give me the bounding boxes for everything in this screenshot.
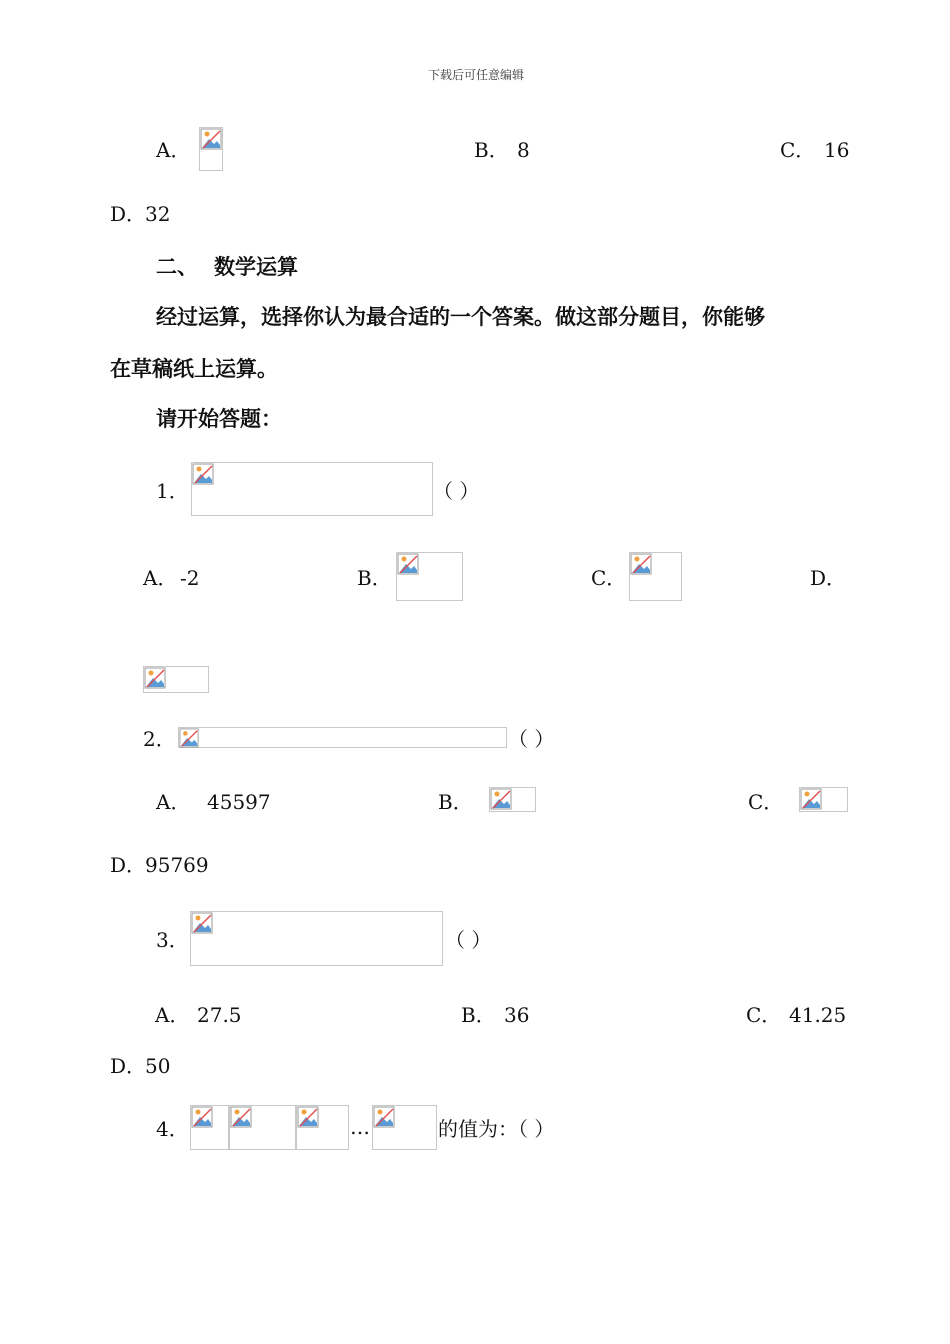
q1-option-d-image bbox=[143, 666, 209, 693]
q1-option-a-value: -2 bbox=[180, 566, 200, 590]
q4-term-image-2 bbox=[229, 1105, 296, 1150]
q3-option-b-label: B． bbox=[461, 1003, 496, 1027]
q1-answer-blank: （ ） bbox=[433, 479, 480, 503]
q0-option-a-label: A． bbox=[156, 138, 191, 162]
broken-image-icon bbox=[800, 788, 822, 810]
q4-ellipsis: … bbox=[350, 1115, 370, 1139]
broken-image-icon bbox=[490, 788, 512, 810]
q2-option-b-label: B． bbox=[438, 790, 473, 814]
broken-image-icon bbox=[397, 553, 419, 575]
q1-number: 1． bbox=[156, 479, 189, 503]
q0-option-b-label: B． bbox=[474, 138, 509, 162]
q3-answer-blank: （ ） bbox=[445, 928, 492, 952]
page-header: 下载后可任意编辑 bbox=[428, 68, 525, 82]
section-start: 请开始答题： bbox=[156, 407, 282, 431]
q2-formula-image bbox=[178, 727, 507, 748]
q1-option-d-label: D． bbox=[810, 566, 847, 590]
broken-image-icon bbox=[192, 463, 214, 485]
q2-answer-blank: （ ） bbox=[508, 727, 555, 751]
q2-option-c-image bbox=[799, 787, 848, 812]
q0-option-c-label: C． bbox=[780, 138, 816, 162]
q2-option-c-label: C． bbox=[748, 790, 784, 814]
q1-option-c-label: C． bbox=[591, 566, 627, 590]
q0-option-a-image bbox=[199, 127, 223, 171]
broken-image-icon bbox=[144, 667, 166, 689]
q3-formula-image bbox=[190, 911, 443, 966]
section-title: 数学运算 bbox=[214, 255, 298, 279]
q2-option-d-value: 95769 bbox=[145, 853, 209, 877]
section-intro-line1: 经过运算，选择你认为最合适的一个答案。做这部分题目，你能够 bbox=[156, 305, 765, 329]
q2-option-a-label: A． bbox=[156, 790, 191, 814]
section-number: 二、 bbox=[156, 255, 198, 279]
q1-option-a-label: A． bbox=[143, 566, 178, 590]
broken-image-icon bbox=[191, 912, 213, 934]
q2-number: 2． bbox=[143, 727, 176, 751]
section-intro-line2: 在草稿纸上运算。 bbox=[110, 357, 278, 381]
q1-option-c-image bbox=[629, 552, 682, 601]
q4-number: 4． bbox=[156, 1117, 189, 1141]
q0-option-d-value: 32 bbox=[145, 202, 171, 226]
q4-term-image-4 bbox=[372, 1105, 437, 1150]
q1-option-b-label: B． bbox=[357, 566, 392, 590]
q3-option-d-label: D． bbox=[110, 1054, 147, 1078]
q3-option-b-value: 36 bbox=[504, 1003, 530, 1027]
q4-term-image-3 bbox=[296, 1105, 349, 1150]
q3-number: 3． bbox=[156, 928, 189, 952]
broken-image-icon bbox=[297, 1106, 319, 1128]
q4-suffix: 的值为：（ ） bbox=[438, 1117, 555, 1141]
broken-image-icon bbox=[179, 728, 199, 748]
broken-image-icon bbox=[230, 1106, 252, 1128]
q3-option-d-value: 50 bbox=[145, 1054, 171, 1078]
q3-option-c-value: 41.25 bbox=[789, 1003, 847, 1027]
q0-option-d-label: D． bbox=[110, 202, 147, 226]
q2-option-b-image bbox=[489, 787, 536, 812]
q2-option-d-label: D． bbox=[110, 853, 147, 877]
q1-option-b-image bbox=[396, 552, 463, 601]
q0-option-c-value: 16 bbox=[824, 138, 850, 162]
q3-option-c-label: C． bbox=[746, 1003, 782, 1027]
q4-term-image-1 bbox=[190, 1105, 229, 1150]
q2-option-a-value: 45597 bbox=[207, 790, 271, 814]
q3-option-a-value: 27.5 bbox=[197, 1003, 242, 1027]
broken-image-icon bbox=[630, 553, 652, 575]
broken-image-icon bbox=[191, 1106, 213, 1128]
q3-option-a-label: A． bbox=[155, 1003, 190, 1027]
q1-formula-image bbox=[191, 462, 433, 516]
broken-image-icon bbox=[373, 1106, 395, 1128]
broken-image-icon bbox=[200, 128, 222, 150]
q0-option-b-value: 8 bbox=[517, 138, 530, 162]
